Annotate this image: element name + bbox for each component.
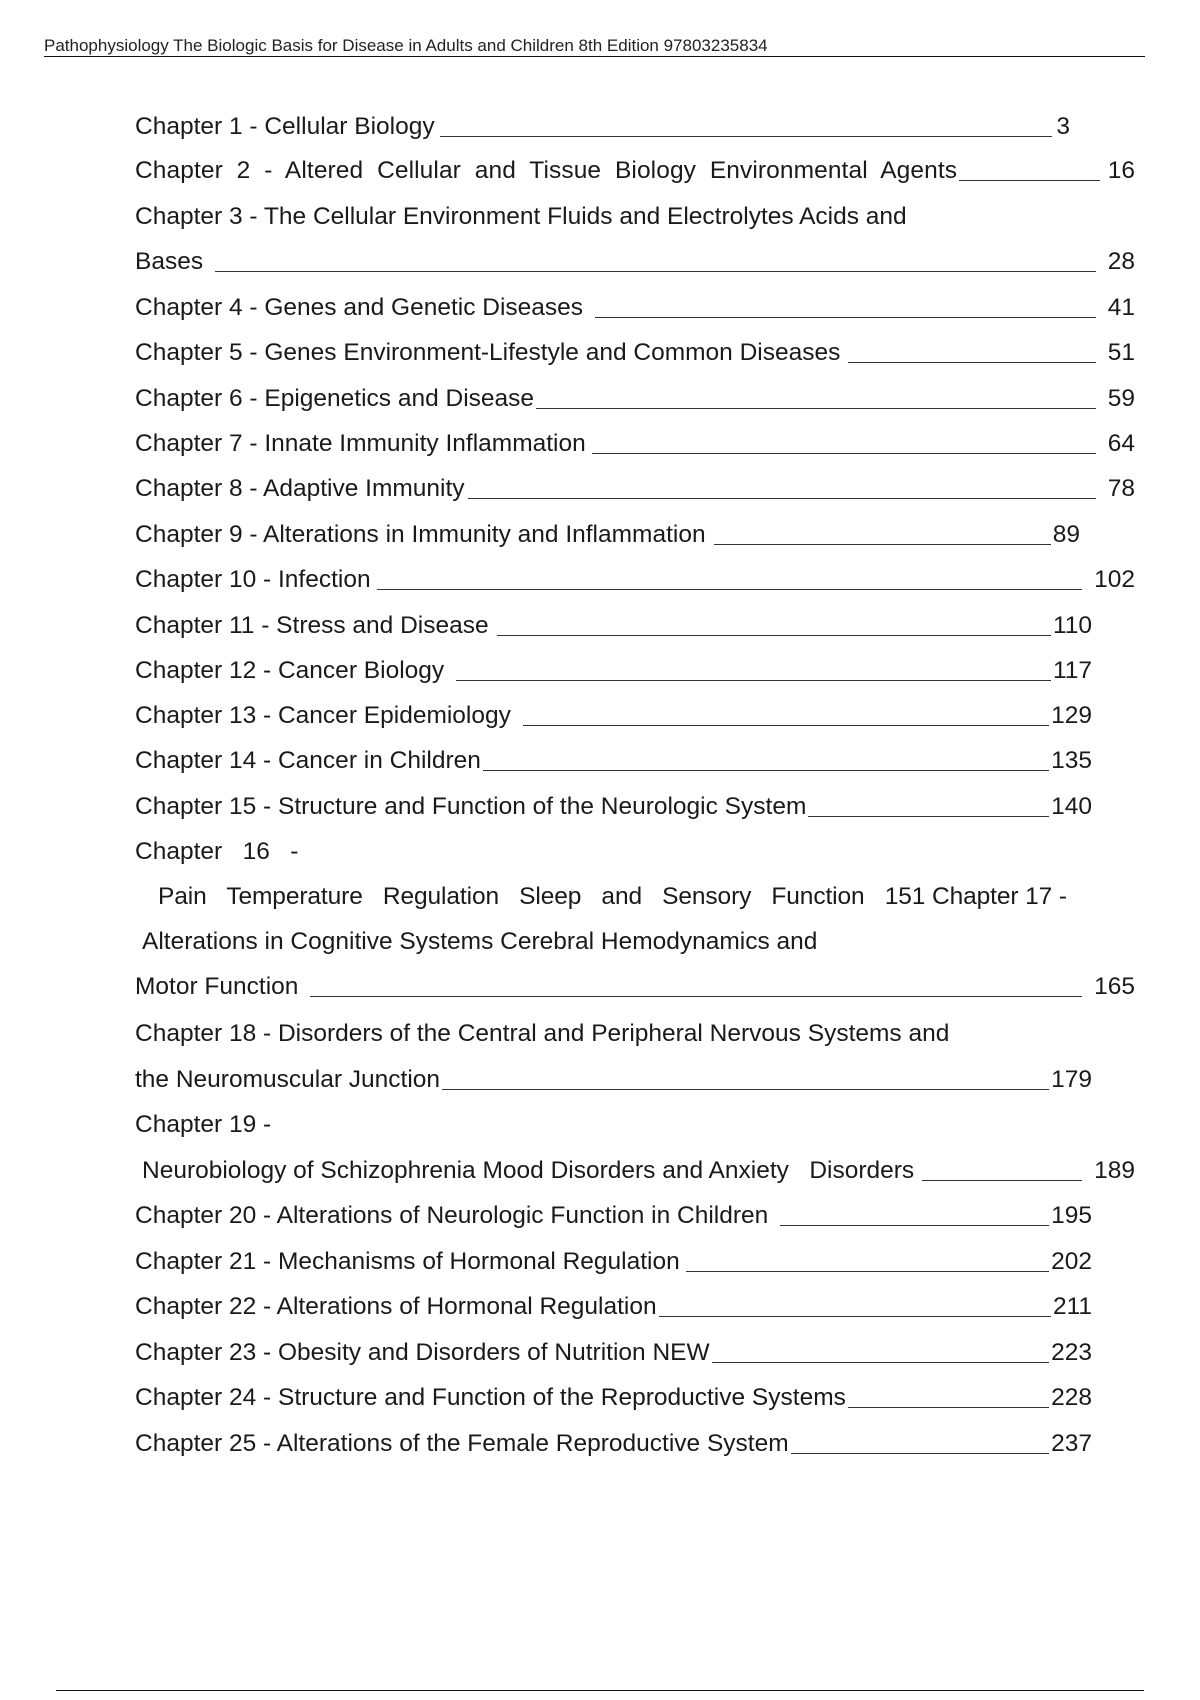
- toc-page: 223: [1051, 1339, 1092, 1366]
- toc-title: Chapter 6 - Epigenetics and Disease: [135, 385, 535, 412]
- page-header: Pathophysiology The Biologic Basis for Disease in Adults and Children 8th Edition 97803235834: [44, 36, 768, 55]
- toc-leader: [848, 362, 1095, 363]
- toc-title-cont: Alterations in Cognitive Systems Cerebral Hemodynamics and: [142, 928, 818, 955]
- toc-entry-ch4[interactable]: [135, 293, 1145, 323]
- toc-title: Chapter 23 - Obesity and Disorders of Nutrition NEW: [135, 1339, 710, 1366]
- toc-page: 117: [1052, 657, 1092, 684]
- toc-title: Chapter 20 - Alterations of Neurologic Function in Children: [135, 1202, 769, 1229]
- toc-title: Chapter 12 - Cancer Biology: [135, 657, 445, 684]
- toc-entry-ch18-line2[interactable]: [135, 1065, 1100, 1095]
- toc-entry-ch18-line1[interactable]: [135, 1019, 1100, 1049]
- toc-entry-ch17-line1[interactable]: [142, 927, 1107, 957]
- toc-page: 51: [1107, 339, 1135, 366]
- toc-entry-ch14[interactable]: [135, 746, 1100, 776]
- toc-entry-ch23[interactable]: [135, 1338, 1100, 1368]
- toc-leader: [592, 453, 1096, 454]
- toc-leader: [595, 317, 1096, 318]
- toc-title: Chapter 19 -: [135, 1111, 272, 1138]
- toc-page: 165: [1094, 973, 1135, 1000]
- toc-page: 41: [1107, 294, 1135, 321]
- toc-title: Chapter 10 - Infection: [135, 566, 371, 593]
- toc-page: 195: [1051, 1202, 1092, 1229]
- toc-entry-ch25[interactable]: [135, 1429, 1100, 1459]
- toc-leader: [780, 1225, 1049, 1226]
- header-rule: [44, 56, 1145, 57]
- toc-title: Chapter 24 - Structure and Function of the Reproductive Systems: [135, 1384, 846, 1411]
- toc-entry-ch9[interactable]: [135, 520, 1100, 550]
- toc-entry-ch19-line2[interactable]: [142, 1156, 1145, 1186]
- toc-entry-ch3-line1[interactable]: [135, 202, 1100, 232]
- toc-page: 102: [1094, 566, 1135, 593]
- toc-page: 78: [1107, 475, 1135, 502]
- toc-page: 110: [1052, 612, 1092, 639]
- toc-page: 135: [1051, 747, 1092, 774]
- toc-leader: [377, 589, 1083, 590]
- toc-entry-ch6[interactable]: [135, 384, 1145, 414]
- toc-entry-ch8[interactable]: [135, 474, 1145, 504]
- toc-entry-ch16-line2[interactable]: [158, 882, 1148, 912]
- toc-entry-ch3-line2[interactable]: [135, 247, 1145, 277]
- toc-entry-ch5[interactable]: [135, 338, 1145, 368]
- toc-entry-ch2[interactable]: [135, 156, 1145, 186]
- toc-title: Chapter 1 - Cellular Biology: [135, 113, 435, 140]
- toc-page: 202: [1051, 1248, 1092, 1275]
- toc-page: 89: [1052, 521, 1080, 548]
- toc-leader: [712, 1362, 1049, 1363]
- toc-entry-ch10[interactable]: [135, 565, 1145, 595]
- toc-entry-ch19-line1[interactable]: [135, 1110, 1100, 1140]
- toc-title-cont: Neurobiology of Schizophrenia Mood Disorders and Anxiety Disorders: [142, 1157, 915, 1184]
- toc-leader: [523, 725, 1049, 726]
- toc-title-cont: Motor Function: [135, 973, 299, 1000]
- toc-page: 16: [1107, 157, 1135, 184]
- toc-page: 179: [1051, 1066, 1092, 1093]
- toc-entry-ch16-line1[interactable]: [135, 837, 1100, 867]
- toc-title-cont: Pain Temperature Regulation Sleep and Sensory Function 151 Chapter 17 -: [158, 883, 1067, 910]
- toc-page: 59: [1107, 385, 1135, 412]
- toc-title: Chapter 9 - Alterations in Immunity and Inflammation: [135, 521, 706, 548]
- toc-entry-ch12[interactable]: [135, 656, 1100, 686]
- toc-leader: [497, 635, 1051, 636]
- toc-leader: [959, 180, 1100, 181]
- toc-leader: [456, 680, 1051, 681]
- toc-title: Chapter 25 - Alterations of the Female Reproductive System: [135, 1430, 789, 1457]
- toc-page: 129: [1051, 702, 1092, 729]
- toc-title: Chapter 14 - Cancer in Children: [135, 747, 481, 774]
- toc-title: Chapter 7 - Innate Immunity Inflammation: [135, 430, 586, 457]
- toc-title: Chapter 22 - Alterations of Hormonal Regulation: [135, 1293, 657, 1320]
- toc-entry-ch24[interactable]: [135, 1383, 1100, 1413]
- toc-entry-ch13[interactable]: [135, 701, 1100, 731]
- toc-entry-ch22[interactable]: [135, 1292, 1100, 1322]
- toc-entry-ch1[interactable]: [135, 112, 1100, 142]
- toc-title-cont: Bases: [135, 248, 204, 275]
- toc-entry-ch11[interactable]: [135, 611, 1100, 641]
- toc-title: Chapter 5 - Genes Environment-Lifestyle and Common Diseases: [135, 339, 841, 366]
- toc-leader: [442, 1089, 1049, 1090]
- toc-leader: [440, 136, 1053, 137]
- toc-leader: [483, 770, 1049, 771]
- toc-title: Chapter 11 - Stress and Disease: [135, 612, 489, 639]
- toc-title: Chapter 2 - Altered Cellular and Tissue Biology Environmental Agents: [135, 157, 958, 184]
- toc-title: Chapter 16 -: [135, 838, 299, 865]
- toc-entry-ch17-line2[interactable]: [135, 972, 1145, 1002]
- toc-entry-ch20[interactable]: [135, 1201, 1100, 1231]
- toc-leader: [808, 816, 1049, 817]
- toc-page: 140: [1051, 793, 1092, 820]
- toc-page: 64: [1107, 430, 1135, 457]
- toc-title: Chapter 4 - Genes and Genetic Diseases: [135, 294, 584, 321]
- toc-page: 3: [1056, 113, 1070, 140]
- footer-rule: [56, 1690, 1144, 1691]
- toc-leader: [310, 996, 1082, 997]
- toc-title: Chapter 18 - Disorders of the Central and Peripheral Nervous Systems and: [135, 1020, 950, 1047]
- toc-leader: [791, 1453, 1049, 1454]
- toc-title: Chapter 21 - Mechanisms of Hormonal Regulation: [135, 1248, 680, 1275]
- toc-page: 211: [1052, 1293, 1092, 1320]
- toc-leader: [659, 1316, 1051, 1317]
- toc-page: 237: [1051, 1430, 1092, 1457]
- toc-page: 28: [1107, 248, 1135, 275]
- toc-title: Chapter 15 - Structure and Function of the Neurologic System: [135, 793, 807, 820]
- toc-title: Chapter 8 - Adaptive Immunity: [135, 475, 465, 502]
- toc-entry-ch21[interactable]: [135, 1247, 1100, 1277]
- toc-leader: [714, 544, 1051, 545]
- toc-leader: [848, 1407, 1049, 1408]
- toc-page: 189: [1094, 1157, 1135, 1184]
- toc-leader: [468, 498, 1096, 499]
- toc-page: 228: [1051, 1384, 1092, 1411]
- toc-title: Chapter 3 - The Cellular Environment Fluids and Electrolytes Acids and: [135, 203, 907, 230]
- toc-entry-ch15[interactable]: [135, 792, 1100, 822]
- toc-title: Chapter 13 - Cancer Epidemiology: [135, 702, 511, 729]
- toc-leader: [922, 1180, 1082, 1181]
- toc-leader: [536, 408, 1096, 409]
- toc-entry-ch7[interactable]: [135, 429, 1145, 459]
- toc-leader: [686, 1271, 1049, 1272]
- toc-leader: [215, 271, 1096, 272]
- toc-title-cont: the Neuromuscular Junction: [135, 1066, 441, 1093]
